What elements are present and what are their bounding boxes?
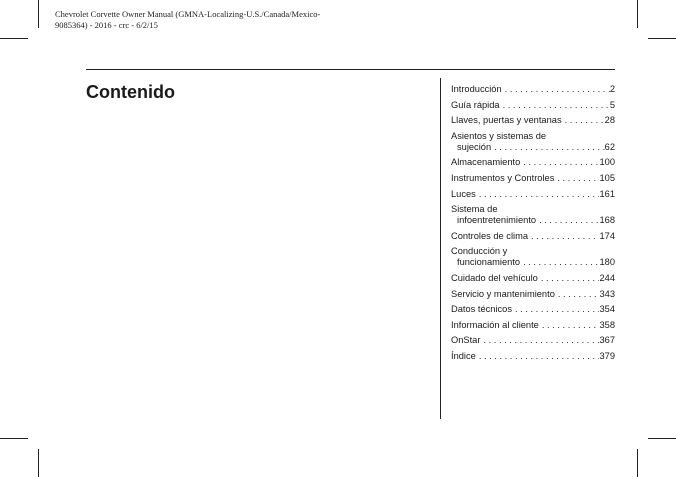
toc-leader-dots	[538, 273, 600, 284]
toc-entry-line	[451, 289, 615, 300]
table-of-contents	[451, 84, 615, 362]
crop-mark	[637, 449, 638, 477]
crop-mark	[38, 0, 39, 28]
crop-mark	[648, 38, 676, 39]
running-header	[55, 9, 355, 31]
toc-page-number: 180	[599, 257, 615, 268]
toc-entry-label: Datos técnicos	[451, 304, 512, 315]
toc-entry-line	[451, 100, 615, 111]
toc-leader-dots	[554, 173, 599, 184]
toc-entry-line	[451, 335, 615, 346]
toc-entry-label: funcionamiento	[457, 257, 521, 268]
crop-mark	[637, 0, 638, 28]
toc-entry-label: infoentretenimiento	[457, 215, 537, 226]
toc-entry[interactable]	[451, 204, 615, 226]
column-divider	[440, 78, 441, 419]
toc-entry[interactable]	[451, 304, 615, 315]
toc-entry-line	[451, 257, 615, 268]
toc-leader-dots	[536, 215, 599, 226]
toc-leader-dots	[500, 100, 610, 111]
toc-entry-label: Servicio y mantenimiento	[451, 288, 555, 299]
toc-entry-label: OnStar	[451, 335, 481, 346]
toc-entry-line	[451, 131, 615, 142]
toc-leader-dots	[520, 257, 599, 268]
crop-mark	[0, 438, 28, 439]
toc-entry[interactable]	[451, 273, 615, 284]
toc-entry-label: Introducción	[451, 84, 502, 94]
toc-entry-line	[451, 231, 615, 242]
page-title: Contenido	[86, 82, 175, 102]
toc-leader-dots	[476, 189, 600, 200]
toc-entry[interactable]	[451, 84, 615, 95]
toc-page-number: 358	[599, 319, 615, 330]
toc-entry[interactable]	[451, 335, 615, 346]
toc-entry-line	[451, 157, 615, 168]
toc-entry[interactable]	[451, 173, 615, 184]
toc-entry-line	[451, 304, 615, 315]
toc-entry-label: sujeción	[457, 141, 492, 152]
toc-page-number: 343	[599, 288, 615, 299]
toc-page-number: 161	[599, 188, 615, 199]
toc-page-number: 168	[599, 215, 615, 226]
toc-page-number: 5	[609, 99, 615, 110]
header-line-2: 9085364) - 2016 - crc - 6/2/15	[55, 20, 158, 30]
toc-entry-label: Cuidado del vehículo	[451, 272, 538, 283]
toc-leader-dots	[562, 115, 605, 126]
toc-entry-line	[451, 204, 615, 215]
toc-leader-dots	[480, 335, 599, 346]
crop-mark	[648, 438, 676, 439]
toc-page-number: 28	[604, 115, 615, 126]
toc-entry[interactable]	[451, 100, 615, 111]
toc-entry-line	[451, 173, 615, 184]
toc-leader-dots	[502, 84, 610, 95]
toc-entry[interactable]	[451, 157, 615, 168]
top-rule	[86, 69, 615, 70]
toc-page-number: 62	[604, 141, 615, 152]
toc-entry[interactable]	[451, 320, 615, 331]
toc-entry-label: Guía rápida	[451, 99, 500, 110]
toc-entry-line	[451, 246, 615, 257]
toc-entry[interactable]	[451, 131, 615, 153]
toc-entry[interactable]	[451, 351, 615, 362]
toc-entry-label: Información al cliente	[451, 319, 539, 330]
crop-mark	[0, 38, 28, 39]
toc-page-number: 367	[599, 335, 615, 346]
toc-entry-label: Índice	[451, 350, 476, 361]
toc-entry-line	[451, 115, 615, 126]
toc-page-number: 244	[599, 272, 615, 283]
toc-entry-label: Controles de clima	[451, 230, 528, 241]
toc-entry-line	[451, 320, 615, 331]
toc-entry[interactable]	[451, 289, 615, 300]
toc-page-number: 174	[599, 230, 615, 241]
toc-page-number: 105	[599, 172, 615, 183]
toc-page-number: 100	[599, 157, 615, 168]
toc-page-number: 379	[599, 350, 615, 361]
toc-leader-dots	[491, 142, 605, 153]
toc-entry-label: Luces	[451, 188, 476, 199]
toc-entry-label: Conducción y	[451, 246, 508, 257]
toc-leader-dots	[476, 351, 600, 362]
toc-entry-line	[451, 273, 615, 284]
toc-entry-line	[451, 351, 615, 362]
toc-entry-line	[451, 84, 615, 95]
toc-entry-label: Asientos y sistemas de	[451, 130, 547, 141]
toc-entry-label: Instrumentos y Controles	[451, 172, 555, 183]
toc-entry-line	[451, 215, 615, 226]
toc-entry[interactable]	[451, 246, 615, 268]
header-line-1: Chevrolet Corvette Owner Manual (GMNA-Localizing-U.S./Canada/Mexico-	[55, 9, 321, 19]
toc-entry[interactable]	[451, 189, 615, 200]
toc-entry-label: Sistema de	[451, 204, 498, 215]
toc-entry-label: Almacenamiento	[451, 157, 521, 168]
toc-entry-label: Llaves, puertas y ventanas	[451, 115, 562, 126]
toc-leader-dots	[512, 304, 600, 315]
toc-entry-line	[451, 142, 615, 153]
toc-leader-dots	[555, 289, 600, 300]
toc-entry[interactable]	[451, 115, 615, 126]
toc-leader-dots	[539, 320, 600, 331]
toc-entry[interactable]	[451, 231, 615, 242]
toc-page-number: 354	[599, 304, 615, 315]
crop-mark	[38, 449, 39, 477]
toc-leader-dots	[520, 157, 599, 168]
toc-entry-line	[451, 189, 615, 200]
toc-page-number: 2	[609, 84, 615, 94]
toc-leader-dots	[528, 231, 599, 242]
